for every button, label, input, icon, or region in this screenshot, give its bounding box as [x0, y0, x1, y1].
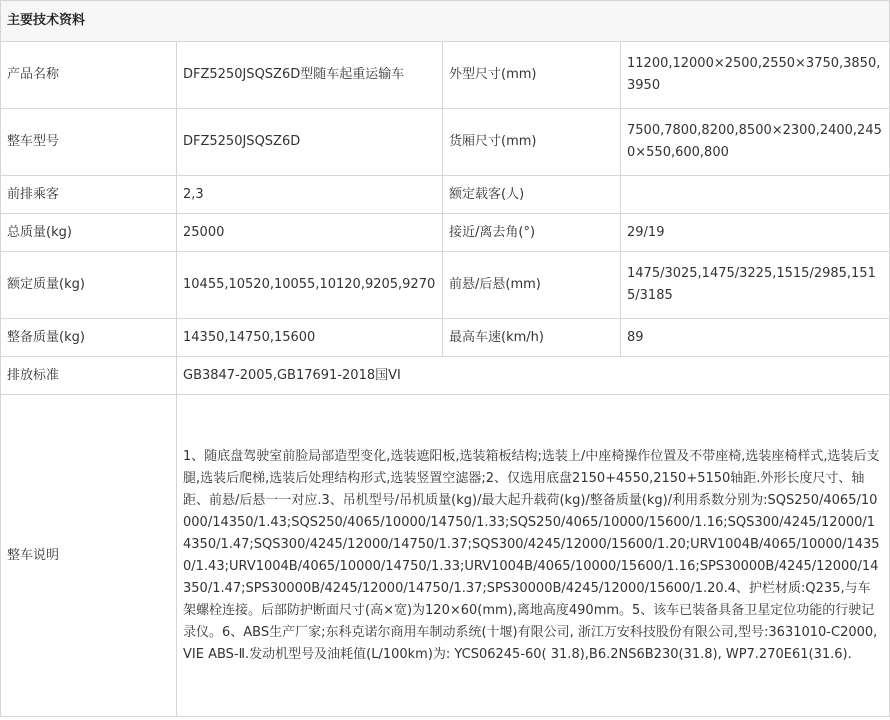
section-title: 主要技术资料	[1, 1, 890, 42]
label-gross-mass: 总质量(kg)	[1, 214, 177, 252]
table-row	[1, 357, 890, 395]
label-rated-mass: 额定质量(kg)	[1, 252, 177, 319]
table-row	[1, 319, 890, 357]
value-max-speed: 89	[621, 319, 890, 357]
label-cargo-box-dimensions: 货厢尺寸(mm)	[443, 109, 621, 176]
table-row	[1, 395, 890, 717]
table-row	[1, 252, 890, 319]
label-overall-dimensions: 外型尺寸(mm)	[443, 42, 621, 109]
label-max-speed: 最高车速(km/h)	[443, 319, 621, 357]
table-row	[1, 109, 890, 176]
value-cargo-box-dimensions: 7500,7800,8200,8500×2300,2400,2450×550,600,800	[621, 109, 890, 176]
table-title-row	[1, 1, 890, 42]
value-overall-dimensions: 11200,12000×2500,2550×3750,3850,3950	[621, 42, 890, 109]
label-front-passengers: 前排乘客	[1, 176, 177, 214]
table-row	[1, 214, 890, 252]
value-vehicle-notes: 1、随底盘驾驶室前脸局部造型变化,选装遮阳板,选装箱板结构;选装上/中座椅操作位置及不带座椅,选装座椅样式,选装后支腿,选装后爬梯,选装后处理结构形式,选装竖置空滤器;2、仅选用底盘2150+4550,2150+5150轴距.外形长度尺寸、轴距、前悬/后悬一一对应.3、吊机型号/吊机质量(kg)/最大起升载荷(kg)/整备质量(kg)/利用系数分别为:SQS250/4065/10000/14350/1.43;SQS250/4065/10000/14750/1.33;SQS250/4065/10000/15600/1.16;SQS300/4245/12000/14350/1.47;SQS300/4245/12000/14750/1.37;SQS300/4245/12000/15600/1.20;URV1004B/4065/10000/14350/1.43;URV1004B/4065/10000/14750/1.33;URV1004B/4065/10000/15600/1.16;SPS30000B/4245/12000/14350/1.47;SPS30000B/4245/12000/14750/1.37;SPS30000B/4245/12000/15600/1.20.4、护栏材质:Q235,与车架螺栓连接。后部防护断面尺寸(高×宽)为120×60(mm),离地高度490mm。5、该车已装备具备卫星定位功能的行驶记录仪。6、ABS生产厂家;东科克诺尔商用车制动系统(十堰)有限公司, 浙江万安科技股份有限公司,型号:3631010-C2000, VIE ABS-Ⅱ.发动机型号及油耗值(L/100km)为: YCS06245-60( 31.8),B6.2NS6B230(31.8), WP7.270E61(31.6).	[177, 395, 890, 717]
value-front-rear-overhang: 1475/3025,1475/3225,1515/2985,1515/3185	[621, 252, 890, 319]
value-rated-mass: 10455,10520,10055,10120,9205,9270	[177, 252, 443, 319]
label-emission-standard: 排放标准	[1, 357, 177, 395]
label-rated-passengers: 额定载客(人)	[443, 176, 621, 214]
label-curb-mass: 整备质量(kg)	[1, 319, 177, 357]
label-front-rear-overhang: 前悬/后悬(mm)	[443, 252, 621, 319]
value-front-passengers: 2,3	[177, 176, 443, 214]
label-approach-departure-angle: 接近/离去角(°)	[443, 214, 621, 252]
value-approach-departure-angle: 29/19	[621, 214, 890, 252]
value-product-name: DFZ5250JSQSZ6D型随车起重运输车	[177, 42, 443, 109]
value-rated-passengers	[621, 176, 890, 214]
value-gross-mass: 25000	[177, 214, 443, 252]
value-vehicle-model: DFZ5250JSQSZ6D	[177, 109, 443, 176]
value-curb-mass: 14350,14750,15600	[177, 319, 443, 357]
table-row	[1, 176, 890, 214]
label-vehicle-notes: 整车说明	[1, 395, 177, 717]
table-row	[1, 42, 890, 109]
label-product-name: 产品名称	[1, 42, 177, 109]
value-emission-standard: GB3847-2005,GB17691-2018国VI	[177, 357, 890, 395]
label-vehicle-model: 整车型号	[1, 109, 177, 176]
